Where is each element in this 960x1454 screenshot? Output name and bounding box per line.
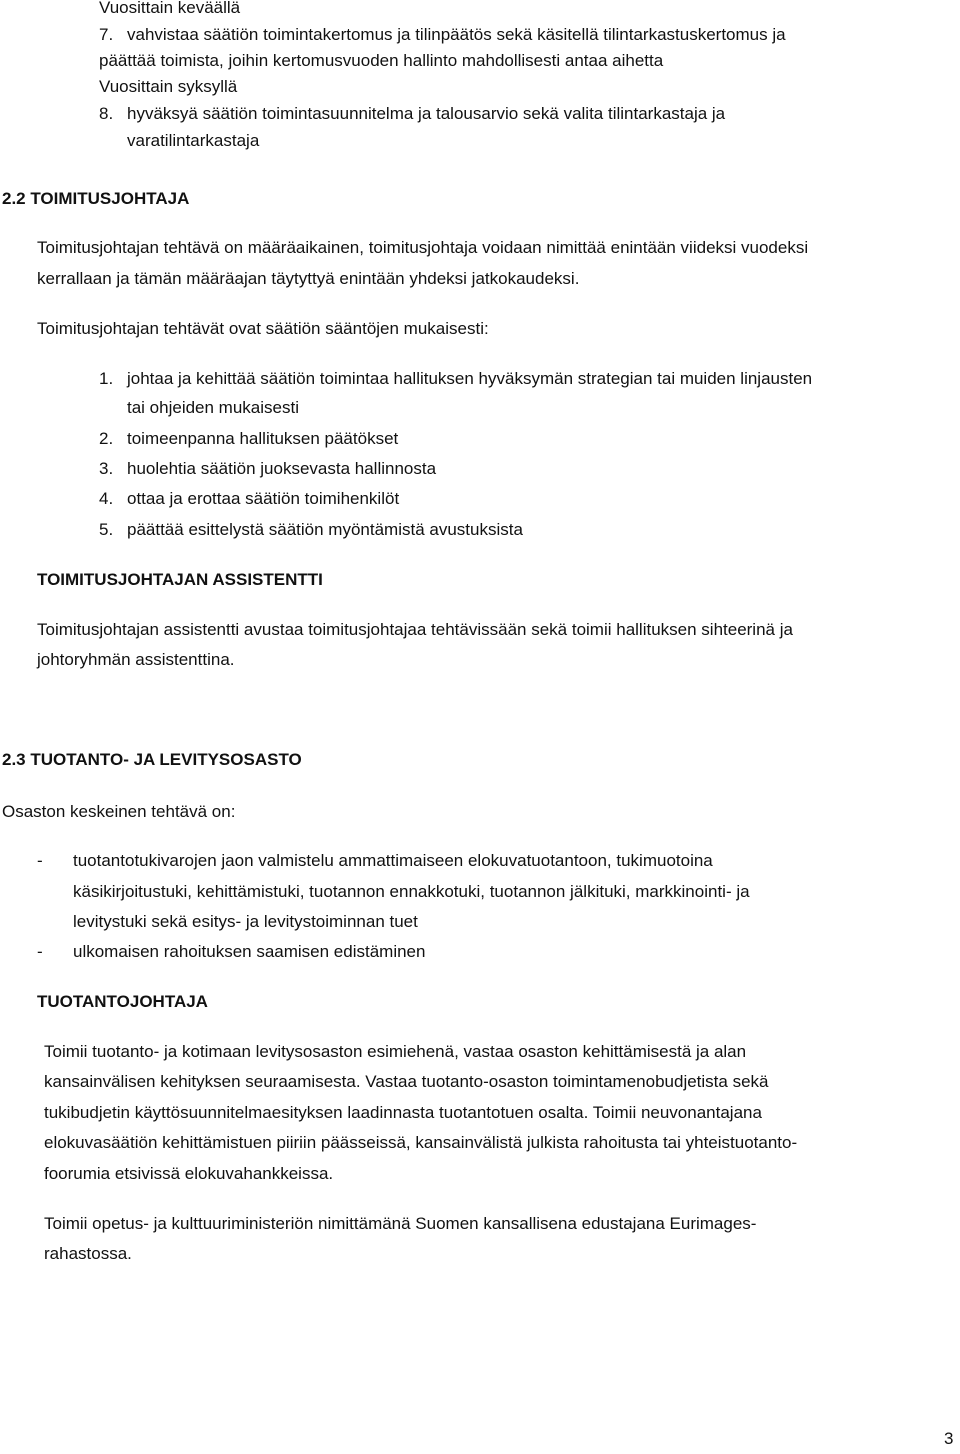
item-7-number: 7. bbox=[99, 25, 114, 44]
producer-p1-line-2: kansainvälisen kehityksen seuraamisesta. Vastaa tuotanto-osaston toimintamenobudjetista sekä bbox=[44, 1072, 769, 1091]
producer-p2-line-1: Toimii opetus- ja kulttuuriministeriön nimittämänä Suomen kansallisena edustajana Eurimages- bbox=[44, 1214, 757, 1233]
duty-1-number: 1. bbox=[99, 369, 114, 388]
duty-1-line-1: johtaa ja kehittää säätiön toimintaa hallituksen hyväksymän strategian tai muiden linjausten bbox=[127, 369, 813, 388]
producer-p1-line-5: foorumia etsivissä elokuvahankkeissa. bbox=[44, 1164, 334, 1183]
bullet-2-dash: - bbox=[37, 942, 43, 961]
bullet-1-line-2: käsikirjoitustuki, kehittämistuki, tuotannon ennakkotuki, tuotannon jälkituki, markkinointi- ja bbox=[73, 882, 750, 901]
duty-5-text: päättää esittelystä säätiön myöntämistä avustuksista bbox=[127, 520, 523, 539]
assistant-line-2: johtoryhmän assistenttina. bbox=[37, 650, 235, 669]
ceo-para-line-2: kerrallaan ja tämän määräajan täytyttyä enintään yhdeksi jatkokaudeksi. bbox=[37, 269, 580, 288]
ceo-duties-intro: Toimitusjohtajan tehtävät ovat säätiön sääntöjen mukaisesti: bbox=[37, 319, 489, 338]
producer-heading: TUOTANTOJOHTAJA bbox=[37, 992, 208, 1011]
label-spring: Vuosittain keväällä bbox=[99, 0, 241, 17]
duty-5-number: 5. bbox=[99, 520, 114, 539]
duty-2-number: 2. bbox=[99, 429, 114, 448]
item-8-line-2: varatilintarkastaja bbox=[127, 131, 260, 150]
assistant-heading: TOIMITUSJOHTAJAN ASSISTENTTI bbox=[37, 570, 323, 589]
label-autumn: Vuosittain syksyllä bbox=[99, 77, 238, 96]
department-intro: Osaston keskeinen tehtävä on: bbox=[2, 802, 236, 821]
page-number: 3 bbox=[944, 1429, 954, 1448]
duty-2-text: toimeenpanna hallituksen päätökset bbox=[127, 429, 399, 448]
item-7-line-2: päättää toimista, joihin kertomusvuoden hallinto mahdollisesti antaa aihetta bbox=[99, 51, 664, 70]
ceo-para-line-1: Toimitusjohtajan tehtävä on määräaikainen, toimitusjohtaja voidaan nimittää enintään viideksi vuodeksi bbox=[37, 238, 809, 257]
duty-3-text: huolehtia säätiön juoksevasta hallinnosta bbox=[127, 459, 437, 478]
section-heading-2-3: 2.3 TUOTANTO- JA LEVITYSOSASTO bbox=[2, 750, 302, 769]
duty-3-number: 3. bbox=[99, 459, 114, 478]
bullet-1-line-1: tuotantotukivarojen jaon valmistelu ammattimaiseen elokuvatuotantoon, tukimuotoina bbox=[73, 851, 713, 870]
assistant-line-1: Toimitusjohtajan assistentti avustaa toimitusjohtajaa tehtävissään sekä toimii hallituksen sihteerinä ja bbox=[37, 620, 793, 639]
producer-p1-line-1: Toimii tuotanto- ja kotimaan levitysosaston esimiehenä, vastaa osaston kehittämisestä ja alan bbox=[44, 1042, 747, 1061]
item-7-line-1: vahvistaa säätiön toimintakertomus ja tilinpäätös sekä käsitellä tilintarkastuskertomus ja bbox=[127, 25, 786, 44]
duty-4-number: 4. bbox=[99, 489, 114, 508]
bullet-1-dash: - bbox=[37, 851, 43, 870]
bullet-2-line-1: ulkomaisen rahoituksen saamisen edistäminen bbox=[73, 942, 426, 961]
duty-1-line-2: tai ohjeiden mukaisesti bbox=[127, 398, 299, 417]
producer-p1-line-3: tukibudjetin käyttösuunnitelmaesityksen laadinnasta tuotantotuen osalta. Toimii neuvonantajana bbox=[44, 1103, 762, 1122]
item-8-number: 8. bbox=[99, 104, 114, 123]
producer-p1-line-4: elokuvasäätiön kehittämistuen piiriin päässeissä, kansainvälistä julkista rahoitusta tai yhteistuotanto- bbox=[44, 1133, 798, 1152]
item-8-line-1: hyväksyä säätiön toimintasuunnitelma ja talousarvio sekä valita tilintarkastaja ja bbox=[127, 104, 726, 123]
section-heading-2-2: 2.2 TOIMITUSJOHTAJA bbox=[2, 189, 190, 208]
producer-p2-line-2: rahastossa. bbox=[44, 1244, 132, 1263]
bullet-1-line-3: levitystuki sekä esitys- ja levitystoiminnan tuet bbox=[73, 912, 418, 931]
duty-4-text: ottaa ja erottaa säätiön toimihenkilöt bbox=[127, 489, 400, 508]
